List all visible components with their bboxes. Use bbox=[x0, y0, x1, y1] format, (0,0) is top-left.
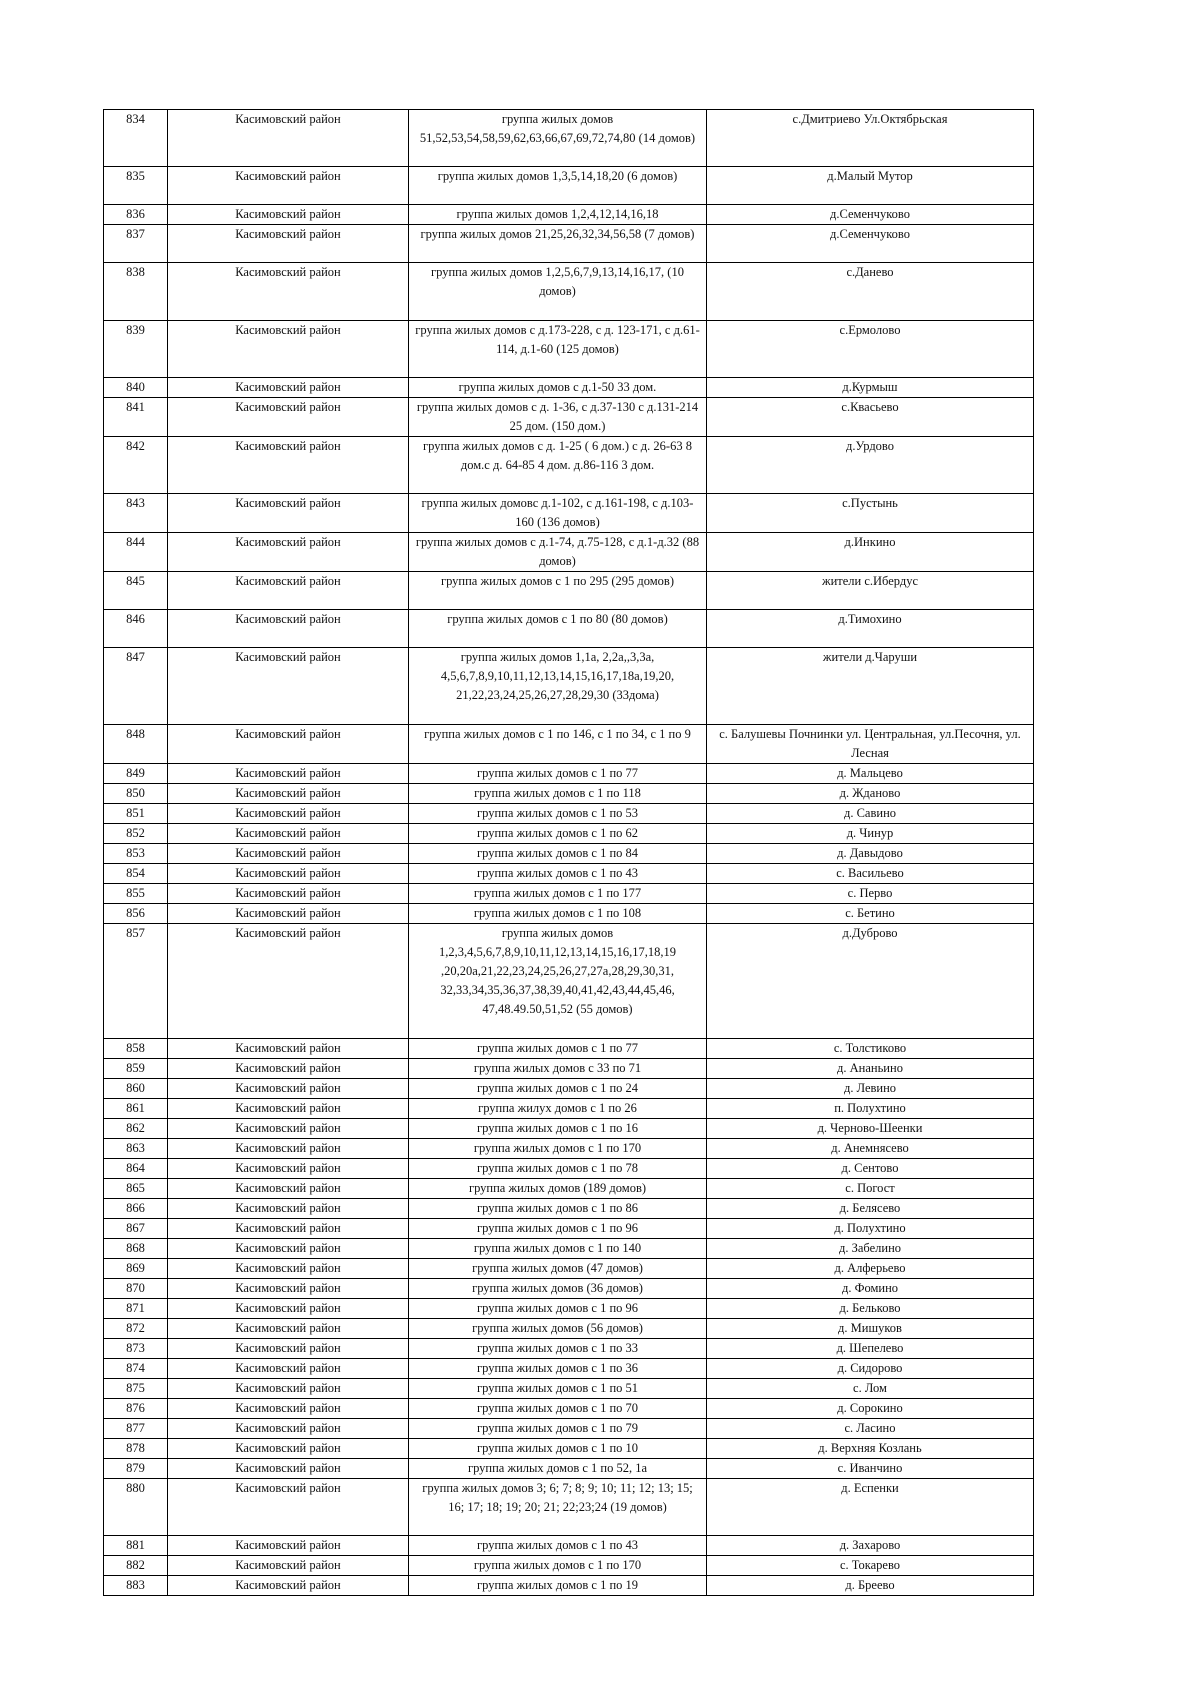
settlement-cell: д. Бельково bbox=[707, 1299, 1034, 1319]
district-cell: Касимовский район bbox=[168, 1199, 409, 1219]
table-row bbox=[104, 494, 1034, 533]
district-cell: Касимовский район bbox=[168, 1536, 409, 1556]
district-cell: Касимовский район bbox=[168, 884, 409, 904]
district-cell: Касимовский район bbox=[168, 1576, 409, 1596]
houses-group-cell: группа жилых домов 1,2,3,4,5,6,7,8,9,10,11,12,13,14,15,16,17,18,19 ,20,20а,21,22,23,24,25,26,27,27а,28,29,30,31, 32,33,34,35,36,37,38,39,40,41,42,43,44,45,46, 47,48.49.50,51,52 (55 домов) bbox=[409, 924, 707, 1039]
houses-group-cell: группа жилых домов с 1 по 79 bbox=[409, 1419, 707, 1439]
row-number-cell: 836 bbox=[104, 205, 168, 225]
settlement-cell: д. Чинур bbox=[707, 824, 1034, 844]
row-number-cell: 842 bbox=[104, 437, 168, 494]
district-cell: Касимовский район bbox=[168, 1099, 409, 1119]
table-row bbox=[104, 167, 1034, 205]
table-row bbox=[104, 610, 1034, 648]
houses-group-cell: группа жилых домов с 1 по 53 bbox=[409, 804, 707, 824]
houses-group-cell: группа жилух домов с 1 по 26 bbox=[409, 1099, 707, 1119]
district-cell: Касимовский район bbox=[168, 1439, 409, 1459]
settlement-cell: д. Верхняя Козлань bbox=[707, 1439, 1034, 1459]
table-row bbox=[104, 1479, 1034, 1536]
table-row bbox=[104, 1536, 1034, 1556]
settlement-cell: д. Фомино bbox=[707, 1279, 1034, 1299]
houses-group-cell: группа жилых домов с 1 по 36 bbox=[409, 1359, 707, 1379]
district-cell: Касимовский район bbox=[168, 1119, 409, 1139]
settlement-cell: д. Бреево bbox=[707, 1576, 1034, 1596]
table-body bbox=[104, 110, 1034, 1596]
settlement-cell: д. Забелино bbox=[707, 1239, 1034, 1259]
houses-group-cell: группа жилых домов с 1 по 43 bbox=[409, 864, 707, 884]
houses-group-cell: группа жилых домов с д. 1-36, с д.37-130 с д.131-214 25 дом. (150 дом.) bbox=[409, 398, 707, 437]
district-cell: Касимовский район bbox=[168, 1039, 409, 1059]
houses-group-cell: группа жилых домов с 1 по 16 bbox=[409, 1119, 707, 1139]
houses-group-cell: группа жилых домов с 1 по 10 bbox=[409, 1439, 707, 1459]
row-number-cell: 850 bbox=[104, 784, 168, 804]
table-row bbox=[104, 1459, 1034, 1479]
district-cell: Касимовский район bbox=[168, 1339, 409, 1359]
row-number-cell: 881 bbox=[104, 1536, 168, 1556]
houses-group-cell: группа жилых домов (47 домов) bbox=[409, 1259, 707, 1279]
row-number-cell: 866 bbox=[104, 1199, 168, 1219]
table-row bbox=[104, 1299, 1034, 1319]
table-row bbox=[104, 572, 1034, 610]
table-row bbox=[104, 924, 1034, 1039]
houses-group-cell: группа жилых домов 1,2,5,6,7,9,13,14,16,17, (10 домов) bbox=[409, 263, 707, 321]
district-cell: Касимовский район bbox=[168, 1556, 409, 1576]
houses-group-cell: группа жилых домов с 1 по 19 bbox=[409, 1576, 707, 1596]
settlement-cell: д.Семенчуково bbox=[707, 225, 1034, 263]
settlement-cell: д. Сорокино bbox=[707, 1399, 1034, 1419]
settlement-cell: с. Токарево bbox=[707, 1556, 1034, 1576]
district-cell: Касимовский район bbox=[168, 1419, 409, 1439]
settlement-cell: жители с.Ибердус bbox=[707, 572, 1034, 610]
settlement-cell: жители д.Чаруши bbox=[707, 648, 1034, 725]
district-cell: Касимовский район bbox=[168, 1219, 409, 1239]
settlement-cell: с.Дмитриево Ул.Октябрьская bbox=[707, 110, 1034, 167]
houses-group-cell: группа жилых домов с 1 по 96 bbox=[409, 1299, 707, 1319]
district-cell: Касимовский район bbox=[168, 1319, 409, 1339]
table-row bbox=[104, 1239, 1034, 1259]
row-number-cell: 876 bbox=[104, 1399, 168, 1419]
houses-group-cell: группа жилых домов с 1 по 96 bbox=[409, 1219, 707, 1239]
row-number-cell: 872 bbox=[104, 1319, 168, 1339]
settlement-cell: д. Полухтино bbox=[707, 1219, 1034, 1239]
settlement-cell: с. Бетино bbox=[707, 904, 1034, 924]
settlement-cell: д. Мальцево bbox=[707, 764, 1034, 784]
settlement-cell: с. Перво bbox=[707, 884, 1034, 904]
table-row bbox=[104, 824, 1034, 844]
table-row bbox=[104, 904, 1034, 924]
row-number-cell: 863 bbox=[104, 1139, 168, 1159]
table-row bbox=[104, 1159, 1034, 1179]
district-cell: Касимовский район bbox=[168, 437, 409, 494]
houses-group-cell: группа жилых домов с 1 по 170 bbox=[409, 1139, 707, 1159]
row-number-cell: 840 bbox=[104, 378, 168, 398]
settlement-cell: д. Черново-Шеенки bbox=[707, 1119, 1034, 1139]
settlement-cell: д.Тимохино bbox=[707, 610, 1034, 648]
table-row bbox=[104, 764, 1034, 784]
settlement-cell: д.Дуброво bbox=[707, 924, 1034, 1039]
settlement-cell: д. Шепелево bbox=[707, 1339, 1034, 1359]
table-row bbox=[104, 378, 1034, 398]
table-row bbox=[104, 398, 1034, 437]
table-row bbox=[104, 844, 1034, 864]
district-cell: Касимовский район bbox=[168, 1459, 409, 1479]
settlement-cell: д. Жданово bbox=[707, 784, 1034, 804]
district-cell: Касимовский район bbox=[168, 1179, 409, 1199]
settlement-cell: с. Лом bbox=[707, 1379, 1034, 1399]
district-cell: Касимовский район bbox=[168, 725, 409, 764]
table-row bbox=[104, 1319, 1034, 1339]
settlement-cell: с. Толстиково bbox=[707, 1039, 1034, 1059]
row-number-cell: 856 bbox=[104, 904, 168, 924]
table-row bbox=[104, 1059, 1034, 1079]
row-number-cell: 860 bbox=[104, 1079, 168, 1099]
row-number-cell: 862 bbox=[104, 1119, 168, 1139]
houses-group-cell: группа жилых домов с 1 по 118 bbox=[409, 784, 707, 804]
settlement-cell: д. Ананьино bbox=[707, 1059, 1034, 1079]
settlement-cell: с. Ласино bbox=[707, 1419, 1034, 1439]
table-row bbox=[104, 1119, 1034, 1139]
row-number-cell: 861 bbox=[104, 1099, 168, 1119]
district-cell: Касимовский район bbox=[168, 1239, 409, 1259]
district-cell: Касимовский район bbox=[168, 924, 409, 1039]
houses-group-cell: группа жилых домов с 1 по 33 bbox=[409, 1339, 707, 1359]
table-row bbox=[104, 884, 1034, 904]
row-number-cell: 880 bbox=[104, 1479, 168, 1536]
table-row bbox=[104, 1079, 1034, 1099]
table-row bbox=[104, 1359, 1034, 1379]
district-cell: Касимовский район bbox=[168, 1059, 409, 1079]
settlement-cell: с.Квасьево bbox=[707, 398, 1034, 437]
district-cell: Касимовский район bbox=[168, 1159, 409, 1179]
row-number-cell: 877 bbox=[104, 1419, 168, 1439]
settlement-cell: с. Погост bbox=[707, 1179, 1034, 1199]
district-cell: Касимовский район bbox=[168, 1399, 409, 1419]
district-cell: Касимовский район bbox=[168, 1259, 409, 1279]
row-number-cell: 853 bbox=[104, 844, 168, 864]
table-row bbox=[104, 225, 1034, 263]
district-cell: Касимовский район bbox=[168, 864, 409, 884]
row-number-cell: 846 bbox=[104, 610, 168, 648]
table-row bbox=[104, 1139, 1034, 1159]
settlement-cell: д. Анемнясево bbox=[707, 1139, 1034, 1159]
settlement-cell: с.Данево bbox=[707, 263, 1034, 321]
row-number-cell: 879 bbox=[104, 1459, 168, 1479]
settlements-table bbox=[103, 109, 1034, 1596]
settlement-cell: д.Инкино bbox=[707, 533, 1034, 572]
table-row bbox=[104, 1199, 1034, 1219]
table-row bbox=[104, 1039, 1034, 1059]
table-row bbox=[104, 1399, 1034, 1419]
row-number-cell: 857 bbox=[104, 924, 168, 1039]
district-cell: Касимовский район bbox=[168, 784, 409, 804]
table-row bbox=[104, 437, 1034, 494]
houses-group-cell: группа жилых домов 3; 6; 7; 8; 9; 10; 11; 12; 13; 15; 16; 17; 18; 19; 20; 21; 22;23;24 (19 домов) bbox=[409, 1479, 707, 1536]
houses-group-cell: группа жилых домов с 1 по 140 bbox=[409, 1239, 707, 1259]
table-row bbox=[104, 784, 1034, 804]
row-number-cell: 852 bbox=[104, 824, 168, 844]
settlement-cell: д. Сидорово bbox=[707, 1359, 1034, 1379]
row-number-cell: 864 bbox=[104, 1159, 168, 1179]
table-row bbox=[104, 1576, 1034, 1596]
settlement-cell: с. Балушевы Почнинки ул. Центральная, ул.Песочня, ул. Лесная bbox=[707, 725, 1034, 764]
row-number-cell: 849 bbox=[104, 764, 168, 784]
row-number-cell: 854 bbox=[104, 864, 168, 884]
houses-group-cell: группа жилых домов с 1 по 51 bbox=[409, 1379, 707, 1399]
district-cell: Касимовский район bbox=[168, 263, 409, 321]
row-number-cell: 843 bbox=[104, 494, 168, 533]
settlement-cell: д. Савино bbox=[707, 804, 1034, 824]
houses-group-cell: группа жилых домов 1,3,5,14,18,20 (6 домов) bbox=[409, 167, 707, 205]
district-cell: Касимовский район bbox=[168, 1479, 409, 1536]
row-number-cell: 868 bbox=[104, 1239, 168, 1259]
table-row bbox=[104, 1439, 1034, 1459]
district-cell: Касимовский район bbox=[168, 1079, 409, 1099]
houses-group-cell: группа жилых домов 51,52,53,54,58,59,62,63,66,67,69,72,74,80 (14 домов) bbox=[409, 110, 707, 167]
district-cell: Касимовский район bbox=[168, 225, 409, 263]
row-number-cell: 882 bbox=[104, 1556, 168, 1576]
table-row bbox=[104, 533, 1034, 572]
settlement-cell: с.Пустынь bbox=[707, 494, 1034, 533]
district-cell: Касимовский район bbox=[168, 824, 409, 844]
settlement-cell: д.Курмыш bbox=[707, 378, 1034, 398]
row-number-cell: 848 bbox=[104, 725, 168, 764]
table-row bbox=[104, 725, 1034, 764]
district-cell: Касимовский район bbox=[168, 1139, 409, 1159]
houses-group-cell: группа жилых домов с д.173-228, с д. 123-171, с д.61-114, д.1-60 (125 домов) bbox=[409, 321, 707, 378]
row-number-cell: 834 bbox=[104, 110, 168, 167]
row-number-cell: 858 bbox=[104, 1039, 168, 1059]
district-cell: Касимовский район bbox=[168, 167, 409, 205]
houses-group-cell: группа жилых домов с 1 по 43 bbox=[409, 1536, 707, 1556]
row-number-cell: 855 bbox=[104, 884, 168, 904]
table-row bbox=[104, 1556, 1034, 1576]
settlement-cell: д.Урдово bbox=[707, 437, 1034, 494]
table-row bbox=[104, 321, 1034, 378]
row-number-cell: 878 bbox=[104, 1439, 168, 1459]
district-cell: Касимовский район bbox=[168, 205, 409, 225]
district-cell: Касимовский район bbox=[168, 398, 409, 437]
district-cell: Касимовский район bbox=[168, 494, 409, 533]
houses-group-cell: группа жилых домов с 1 по 52, 1а bbox=[409, 1459, 707, 1479]
settlement-cell: д. Белясево bbox=[707, 1199, 1034, 1219]
houses-group-cell: группа жилых домов (189 домов) bbox=[409, 1179, 707, 1199]
district-cell: Касимовский район bbox=[168, 804, 409, 824]
settlement-cell: д. Алферьево bbox=[707, 1259, 1034, 1279]
houses-group-cell: группа жилых домов с 1 по 77 bbox=[409, 764, 707, 784]
houses-group-cell: группа жилых домов с 1 по 80 (80 домов) bbox=[409, 610, 707, 648]
table-row bbox=[104, 263, 1034, 321]
district-cell: Касимовский район bbox=[168, 1299, 409, 1319]
district-cell: Касимовский район bbox=[168, 610, 409, 648]
houses-group-cell: группа жилых домов с 1 по 24 bbox=[409, 1079, 707, 1099]
houses-group-cell: группа жилых домов с 1 по 108 bbox=[409, 904, 707, 924]
table-row bbox=[104, 1259, 1034, 1279]
settlement-cell: с.Ермолово bbox=[707, 321, 1034, 378]
table-row bbox=[104, 804, 1034, 824]
houses-group-cell: группа жилых домов с 33 по 71 bbox=[409, 1059, 707, 1079]
houses-group-cell: группа жилых домов с 1 по 84 bbox=[409, 844, 707, 864]
row-number-cell: 851 bbox=[104, 804, 168, 824]
row-number-cell: 835 bbox=[104, 167, 168, 205]
settlement-cell: д. Давыдово bbox=[707, 844, 1034, 864]
houses-group-cell: группа жилых домовс д.1-102, с д.161-198, с д.103-160 (136 домов) bbox=[409, 494, 707, 533]
row-number-cell: 844 bbox=[104, 533, 168, 572]
row-number-cell: 865 bbox=[104, 1179, 168, 1199]
table-row bbox=[104, 1099, 1034, 1119]
row-number-cell: 871 bbox=[104, 1299, 168, 1319]
houses-group-cell: группа жилых домов с д.1-50 33 дом. bbox=[409, 378, 707, 398]
table-row bbox=[104, 110, 1034, 167]
settlement-cell: д. Сентово bbox=[707, 1159, 1034, 1179]
district-cell: Касимовский район bbox=[168, 1279, 409, 1299]
houses-group-cell: группа жилых домов с 1 по 177 bbox=[409, 884, 707, 904]
settlement-cell: д. Мишуков bbox=[707, 1319, 1034, 1339]
houses-group-cell: группа жилых домов с д. 1-25 ( 6 дом.) с д. 26-63 8 дом.с д. 64-85 4 дом. д.86-116 3 дом. bbox=[409, 437, 707, 494]
houses-group-cell: группа жилых домов (36 домов) bbox=[409, 1279, 707, 1299]
houses-group-cell: группа жилых домов с 1 по 170 bbox=[409, 1556, 707, 1576]
table-row bbox=[104, 1279, 1034, 1299]
houses-group-cell: группа жилых домов (56 домов) bbox=[409, 1319, 707, 1339]
table-row bbox=[104, 1339, 1034, 1359]
settlement-cell: д.Семенчуково bbox=[707, 205, 1034, 225]
district-cell: Касимовский район bbox=[168, 844, 409, 864]
houses-group-cell: группа жилых домов 1,2,4,12,14,16,18 bbox=[409, 205, 707, 225]
district-cell: Касимовский район bbox=[168, 648, 409, 725]
settlement-cell: с. Иванчино bbox=[707, 1459, 1034, 1479]
row-number-cell: 874 bbox=[104, 1359, 168, 1379]
row-number-cell: 867 bbox=[104, 1219, 168, 1239]
row-number-cell: 841 bbox=[104, 398, 168, 437]
row-number-cell: 873 bbox=[104, 1339, 168, 1359]
houses-group-cell: группа жилых домов с 1 по 146, с 1 по 34, с 1 по 9 bbox=[409, 725, 707, 764]
district-cell: Касимовский район bbox=[168, 1359, 409, 1379]
district-cell: Касимовский район bbox=[168, 764, 409, 784]
district-cell: Касимовский район bbox=[168, 533, 409, 572]
row-number-cell: 875 bbox=[104, 1379, 168, 1399]
row-number-cell: 870 bbox=[104, 1279, 168, 1299]
table-row bbox=[104, 1419, 1034, 1439]
houses-group-cell: группа жилых домов с 1 по 86 bbox=[409, 1199, 707, 1219]
row-number-cell: 847 bbox=[104, 648, 168, 725]
district-cell: Касимовский район bbox=[168, 1379, 409, 1399]
houses-group-cell: группа жилых домов 1,1а, 2,2а,,3,3а, 4,5,6,7,8,9,10,11,12,13,14,15,16,17,18а,19,20, 21,22,23,24,25,26,27,28,29,30 (33дома) bbox=[409, 648, 707, 725]
district-cell: Касимовский район bbox=[168, 321, 409, 378]
houses-group-cell: группа жилых домов 21,25,26,32,34,56,58 (7 домов) bbox=[409, 225, 707, 263]
row-number-cell: 837 bbox=[104, 225, 168, 263]
houses-group-cell: группа жилых домов с 1 по 78 bbox=[409, 1159, 707, 1179]
table-row bbox=[104, 205, 1034, 225]
houses-group-cell: группа жилых домов с 1 по 62 bbox=[409, 824, 707, 844]
district-cell: Касимовский район bbox=[168, 110, 409, 167]
row-number-cell: 859 bbox=[104, 1059, 168, 1079]
table-row bbox=[104, 1179, 1034, 1199]
table-row bbox=[104, 1379, 1034, 1399]
settlement-cell: д. Захарово bbox=[707, 1536, 1034, 1556]
table-row bbox=[104, 864, 1034, 884]
houses-group-cell: группа жилых домов с 1 по 77 bbox=[409, 1039, 707, 1059]
district-cell: Касимовский район bbox=[168, 904, 409, 924]
district-cell: Касимовский район bbox=[168, 572, 409, 610]
houses-group-cell: группа жилых домов с д.1-74, д.75-128, с д.1-д.32 (88 домов) bbox=[409, 533, 707, 572]
row-number-cell: 845 bbox=[104, 572, 168, 610]
row-number-cell: 869 bbox=[104, 1259, 168, 1279]
houses-group-cell: группа жилых домов с 1 по 70 bbox=[409, 1399, 707, 1419]
settlement-cell: д. Левино bbox=[707, 1079, 1034, 1099]
row-number-cell: 883 bbox=[104, 1576, 168, 1596]
district-cell: Касимовский район bbox=[168, 378, 409, 398]
houses-group-cell: группа жилых домов с 1 по 295 (295 домов) bbox=[409, 572, 707, 610]
table-row bbox=[104, 648, 1034, 725]
settlement-cell: д.Малый Мутор bbox=[707, 167, 1034, 205]
table-row bbox=[104, 1219, 1034, 1239]
row-number-cell: 838 bbox=[104, 263, 168, 321]
settlement-cell: с. Васильево bbox=[707, 864, 1034, 884]
settlement-cell: д. Еспенки bbox=[707, 1479, 1034, 1536]
row-number-cell: 839 bbox=[104, 321, 168, 378]
settlement-cell: п. Полухтино bbox=[707, 1099, 1034, 1119]
